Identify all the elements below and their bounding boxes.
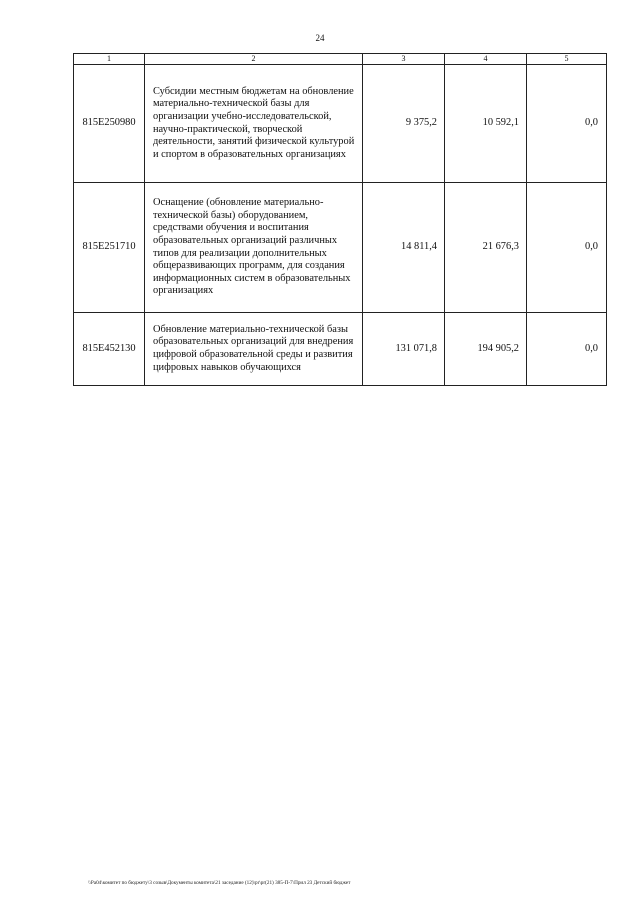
budget-table (73, 53, 607, 386)
table-header-row (74, 54, 607, 65)
row-code: 815E452130 (74, 313, 145, 386)
row-value-5: 0,0 (527, 313, 607, 386)
table-row (74, 65, 607, 183)
row-code: 815E251710 (74, 183, 145, 313)
row-value-4: 21 676,3 (445, 183, 527, 313)
column-header-4: 4 (445, 54, 527, 65)
table-row (74, 313, 607, 386)
row-value-3: 131 071,8 (363, 313, 445, 386)
row-value-4: 194 905,2 (445, 313, 527, 386)
row-value-3: 9 375,2 (363, 65, 445, 183)
column-header-5: 5 (527, 54, 607, 65)
column-header-2: 2 (145, 54, 363, 65)
footer-file-path: \\Pa04\комитет по бюджету\3 созыв\Документы комитета\21 заседание (12)\pr\pr(21) 385-П-7\Прил 23 Детский бюджет (88, 880, 351, 886)
row-value-4: 10 592,1 (445, 65, 527, 183)
row-name: Оснащение (обновление материально-технической базы) оборудованием, средствами обучения и воспитания образовательных организаций различных типов для реализации дополнительных общеразвивающих программ, для создания информационных систем в образовательных организациях (145, 183, 363, 313)
column-header-3: 3 (363, 54, 445, 65)
page-number: 24 (315, 33, 325, 43)
row-code: 815E250980 (74, 65, 145, 183)
row-name: Обновление материально-технической базы образовательных организаций для внедрения цифровой образовательной среды и развития цифровых навыков обучающихся (145, 313, 363, 386)
row-value-5: 0,0 (527, 183, 607, 313)
row-value-3: 14 811,4 (363, 183, 445, 313)
table-row (74, 183, 607, 313)
row-name: Субсидии местным бюджетам на обновление материально-технической базы для организации учебно-исследовательской, научно-практической, творческой деятельности, занятий физической культурой и спортом в образовательных организациях (145, 65, 363, 183)
column-header-1: 1 (74, 54, 145, 65)
row-value-5: 0,0 (527, 65, 607, 183)
